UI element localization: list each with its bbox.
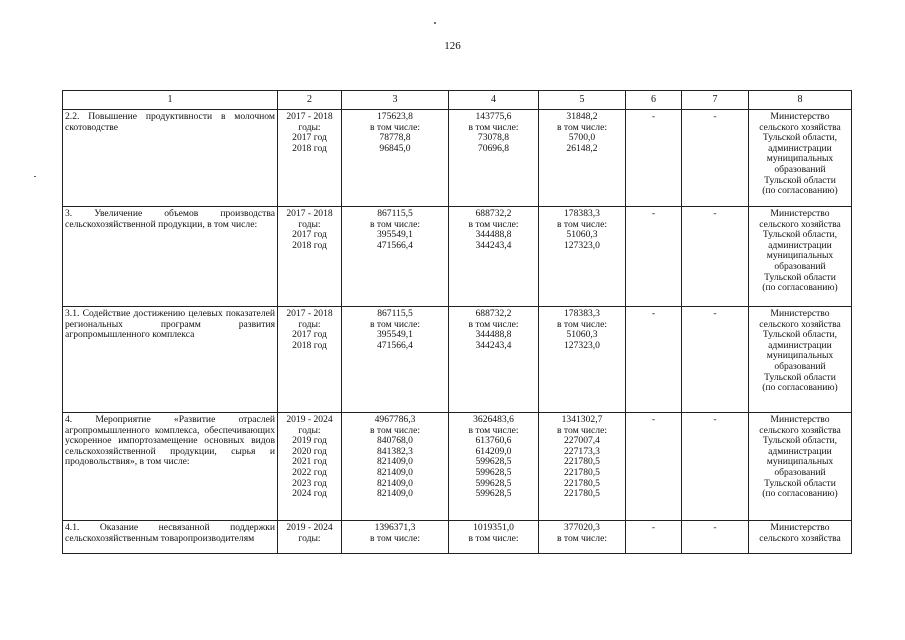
period-cell <box>278 110 342 207</box>
value: 1341302,7 <box>561 414 603 425</box>
value: 70696,8 <box>477 142 510 154</box>
col4-cell <box>449 207 539 307</box>
period-line: 2017 год <box>292 229 327 241</box>
value: 221780,5 <box>564 456 600 468</box>
value: 471566,4 <box>377 339 413 351</box>
period-line: годы: <box>298 218 321 230</box>
value: 221780,5 <box>564 488 600 500</box>
header-row <box>63 91 852 110</box>
col7-cell: - <box>682 110 749 207</box>
value: 821409,0 <box>377 477 413 489</box>
col6-cell: - <box>626 110 682 207</box>
value: 5700,0 <box>568 132 596 144</box>
responsible-line: администрации <box>768 445 832 457</box>
value: в том числе: <box>369 218 420 230</box>
period-line: годы: <box>298 532 321 544</box>
value: 867115,5 <box>377 208 413 219</box>
table-row <box>63 110 852 207</box>
value: 688732,2 <box>475 308 512 319</box>
value: 227007,4 <box>564 435 600 447</box>
value: 377020,3 <box>564 522 600 533</box>
responsible-line: сельского хозяйства <box>759 424 841 436</box>
period-line: 2017 - 2018 <box>286 208 333 219</box>
measure-name-cell <box>63 110 278 207</box>
responsible-line: Министерство <box>770 522 830 533</box>
col5-cell <box>539 207 626 307</box>
col5-cell <box>539 413 626 521</box>
value: 96845,0 <box>379 142 411 154</box>
value: 78778,8 <box>379 132 411 144</box>
responsible-cell <box>749 413 852 521</box>
col6-cell: - <box>626 307 682 413</box>
value: 3626483,6 <box>473 414 514 425</box>
table-row <box>63 413 852 521</box>
value: 31848,2 <box>566 111 598 122</box>
responsible-line: сельского хозяйства <box>759 218 841 230</box>
col7-cell: - <box>682 307 749 413</box>
table-row <box>63 307 852 413</box>
header-col-7: 7 <box>682 91 749 110</box>
responsible-line: Тульской области <box>764 271 836 283</box>
responsible-line: Тульской области, <box>762 229 838 241</box>
value: 1396371,3 <box>374 522 416 533</box>
responsible-line: образований <box>774 466 826 478</box>
period-line: 2017 год <box>292 132 327 144</box>
value: 221780,5 <box>564 466 600 478</box>
col6-cell: - <box>626 521 682 554</box>
scan-speck <box>34 176 36 177</box>
value: 227173,3 <box>564 445 600 457</box>
value: 613760,6 <box>475 435 512 447</box>
value: 221780,5 <box>564 477 600 489</box>
value: 73078,8 <box>477 132 510 144</box>
responsible-line: Тульской области <box>764 371 836 383</box>
value: 471566,4 <box>377 239 413 251</box>
col3-cell <box>342 207 449 307</box>
col4-cell <box>449 521 539 554</box>
responsible-line: Министерство <box>770 111 830 122</box>
measure-name-cell <box>63 413 278 521</box>
responsible-line: Тульской области, <box>762 329 838 341</box>
period-line: 2023 год <box>292 477 327 489</box>
value: в том числе: <box>556 218 607 230</box>
period-line: 2021 год <box>292 456 327 468</box>
period-cell <box>278 207 342 307</box>
period-line: 2017 год <box>292 329 327 341</box>
responsible-line: администрации <box>768 142 832 154</box>
col5-cell <box>539 307 626 413</box>
value: 840768,0 <box>377 435 413 447</box>
value: 599628,5 <box>475 488 512 500</box>
header-col-3: 3 <box>342 91 449 110</box>
value: 599628,5 <box>475 456 512 468</box>
value: 395549,1 <box>377 229 413 241</box>
period-line: 2017 - 2018 <box>286 308 333 319</box>
col3-cell <box>342 307 449 413</box>
period-cell <box>278 521 342 554</box>
responsible-cell <box>749 110 852 207</box>
col7-cell: - <box>682 207 749 307</box>
measure-name-cell <box>63 207 278 307</box>
value: 821409,0 <box>377 488 413 500</box>
responsible-line: Министерство <box>770 414 830 425</box>
header-col-8: 8 <box>749 91 852 110</box>
value: в том числе: <box>468 121 519 133</box>
value: 344488,8 <box>475 329 512 341</box>
value: 344488,8 <box>475 229 512 241</box>
responsible-line: сельского хозяйства <box>759 318 841 330</box>
value: в том числе: <box>468 424 519 436</box>
responsible-line: Министерство <box>770 208 830 219</box>
responsible-line: образований <box>774 360 826 372</box>
value: в том числе: <box>556 121 607 133</box>
value: в том числе: <box>369 318 420 330</box>
measure-name: 4. Мероприятие «Развитие отраслей агропромышленного комплекса, обеспечивающих ускоренное импортозамещение основных видов сельскохозяйственной продукции, сырья и продовольствия», в том числе: <box>65 414 275 468</box>
col4-cell <box>449 307 539 413</box>
period-line: годы: <box>298 424 321 436</box>
responsible-line: (по согласованию) <box>762 185 838 197</box>
period-line: годы: <box>298 121 321 133</box>
header-col-2: 2 <box>278 91 342 110</box>
value: в том числе: <box>369 121 420 133</box>
value: 344243,4 <box>475 239 512 251</box>
col6-cell: - <box>626 413 682 521</box>
responsible-line: образований <box>774 163 826 175</box>
value: 175623,8 <box>377 111 413 122</box>
value: 127323,0 <box>564 239 600 251</box>
responsible-line: муниципальных <box>766 250 834 262</box>
scan-speck <box>434 22 436 24</box>
value: в том числе: <box>556 532 607 544</box>
period-line: 2024 год <box>292 488 327 500</box>
responsible-line: Тульской области, <box>762 435 838 447</box>
period-line: 2019 - 2024 <box>286 414 333 425</box>
value: в том числе: <box>468 318 519 330</box>
col4-cell <box>449 110 539 207</box>
period-line: 2018 год <box>292 142 327 154</box>
header-col-1: 1 <box>63 91 278 110</box>
value: 178383,3 <box>564 308 600 319</box>
table-row <box>63 207 852 307</box>
period-cell <box>278 307 342 413</box>
responsible-cell <box>749 207 852 307</box>
period-line: 2018 год <box>292 239 327 251</box>
responsible-line: Тульской области <box>764 174 836 186</box>
period-line: 2017 - 2018 <box>286 111 333 122</box>
value: 614209,0 <box>475 445 512 457</box>
table-row <box>63 521 852 554</box>
data-table <box>62 90 852 554</box>
period-line: 2019 - 2024 <box>286 522 333 533</box>
header-col-6: 6 <box>626 91 682 110</box>
header-col-5: 5 <box>539 91 626 110</box>
col5-cell <box>539 521 626 554</box>
responsible-line: администрации <box>768 339 832 351</box>
value: 51060,3 <box>566 229 598 241</box>
value: 4967786,3 <box>374 414 416 425</box>
col7-cell: - <box>682 413 749 521</box>
value: 178383,3 <box>564 208 600 219</box>
col6-cell: - <box>626 207 682 307</box>
value: в том числе: <box>468 218 519 230</box>
value: 688732,2 <box>475 208 512 219</box>
value: 867115,5 <box>377 308 413 319</box>
measure-name-cell <box>63 521 278 554</box>
col4-cell <box>449 413 539 521</box>
responsible-line: Тульской области, <box>762 132 838 144</box>
page-number: 126 <box>444 40 461 52</box>
col5-cell <box>539 110 626 207</box>
responsible-line: муниципальных <box>766 456 834 468</box>
value: 1019351,0 <box>473 522 514 533</box>
responsible-cell <box>749 521 852 554</box>
value: 395549,1 <box>377 329 413 341</box>
value: 344243,4 <box>475 339 512 351</box>
col3-cell <box>342 110 449 207</box>
responsible-line: образований <box>774 260 826 272</box>
period-line: 2019 год <box>292 435 327 447</box>
measure-name: 2.2. Повышение продуктивности в молочном скотоводстве <box>65 111 275 133</box>
value: в том числе: <box>369 532 420 544</box>
value: 51060,3 <box>566 329 598 341</box>
responsible-line: (по согласованию) <box>762 382 838 394</box>
col7-cell: - <box>682 521 749 554</box>
value: 26148,2 <box>566 142 598 154</box>
period-line: 2022 год <box>292 466 327 478</box>
responsible-line: муниципальных <box>766 153 834 165</box>
measure-name: 4.1. Оказание несвязанной поддержки сельскохозяйственным товаропроизводителям <box>65 522 275 544</box>
responsible-line: Тульской области <box>764 477 836 489</box>
period-line: 2018 год <box>292 339 327 351</box>
measure-name: 3.1. Содействие достижению целевых показателей региональных программ развития агропромышленного комплекса <box>65 308 275 341</box>
col3-cell <box>342 413 449 521</box>
value: в том числе: <box>468 532 519 544</box>
value: в том числе: <box>556 424 607 436</box>
value: 821409,0 <box>377 456 413 468</box>
value: в том числе: <box>556 318 607 330</box>
period-cell <box>278 413 342 521</box>
responsible-line: (по согласованию) <box>762 488 838 500</box>
responsible-cell <box>749 307 852 413</box>
period-line: годы: <box>298 318 321 330</box>
value: 599628,5 <box>475 466 512 478</box>
responsible-line: (по согласованию) <box>762 282 838 294</box>
responsible-line: сельского хозяйства <box>759 532 841 544</box>
col3-cell <box>342 521 449 554</box>
responsible-line: сельского хозяйства <box>759 121 841 133</box>
responsible-line: муниципальных <box>766 350 834 362</box>
value: 821409,0 <box>377 466 413 478</box>
responsible-line: Министерство <box>770 308 830 319</box>
header-col-4: 4 <box>449 91 539 110</box>
value: 127323,0 <box>564 339 600 351</box>
value: 599628,5 <box>475 477 512 489</box>
measure-name-cell <box>63 307 278 413</box>
value: в том числе: <box>369 424 420 436</box>
responsible-line: администрации <box>768 239 832 251</box>
value: 841382,3 <box>377 445 413 457</box>
value: 143775,6 <box>475 111 512 122</box>
period-line: 2020 год <box>292 445 327 457</box>
measure-name: 3. Увеличение объемов производства сельскохозяйственной продукции, в том числе: <box>65 208 275 230</box>
